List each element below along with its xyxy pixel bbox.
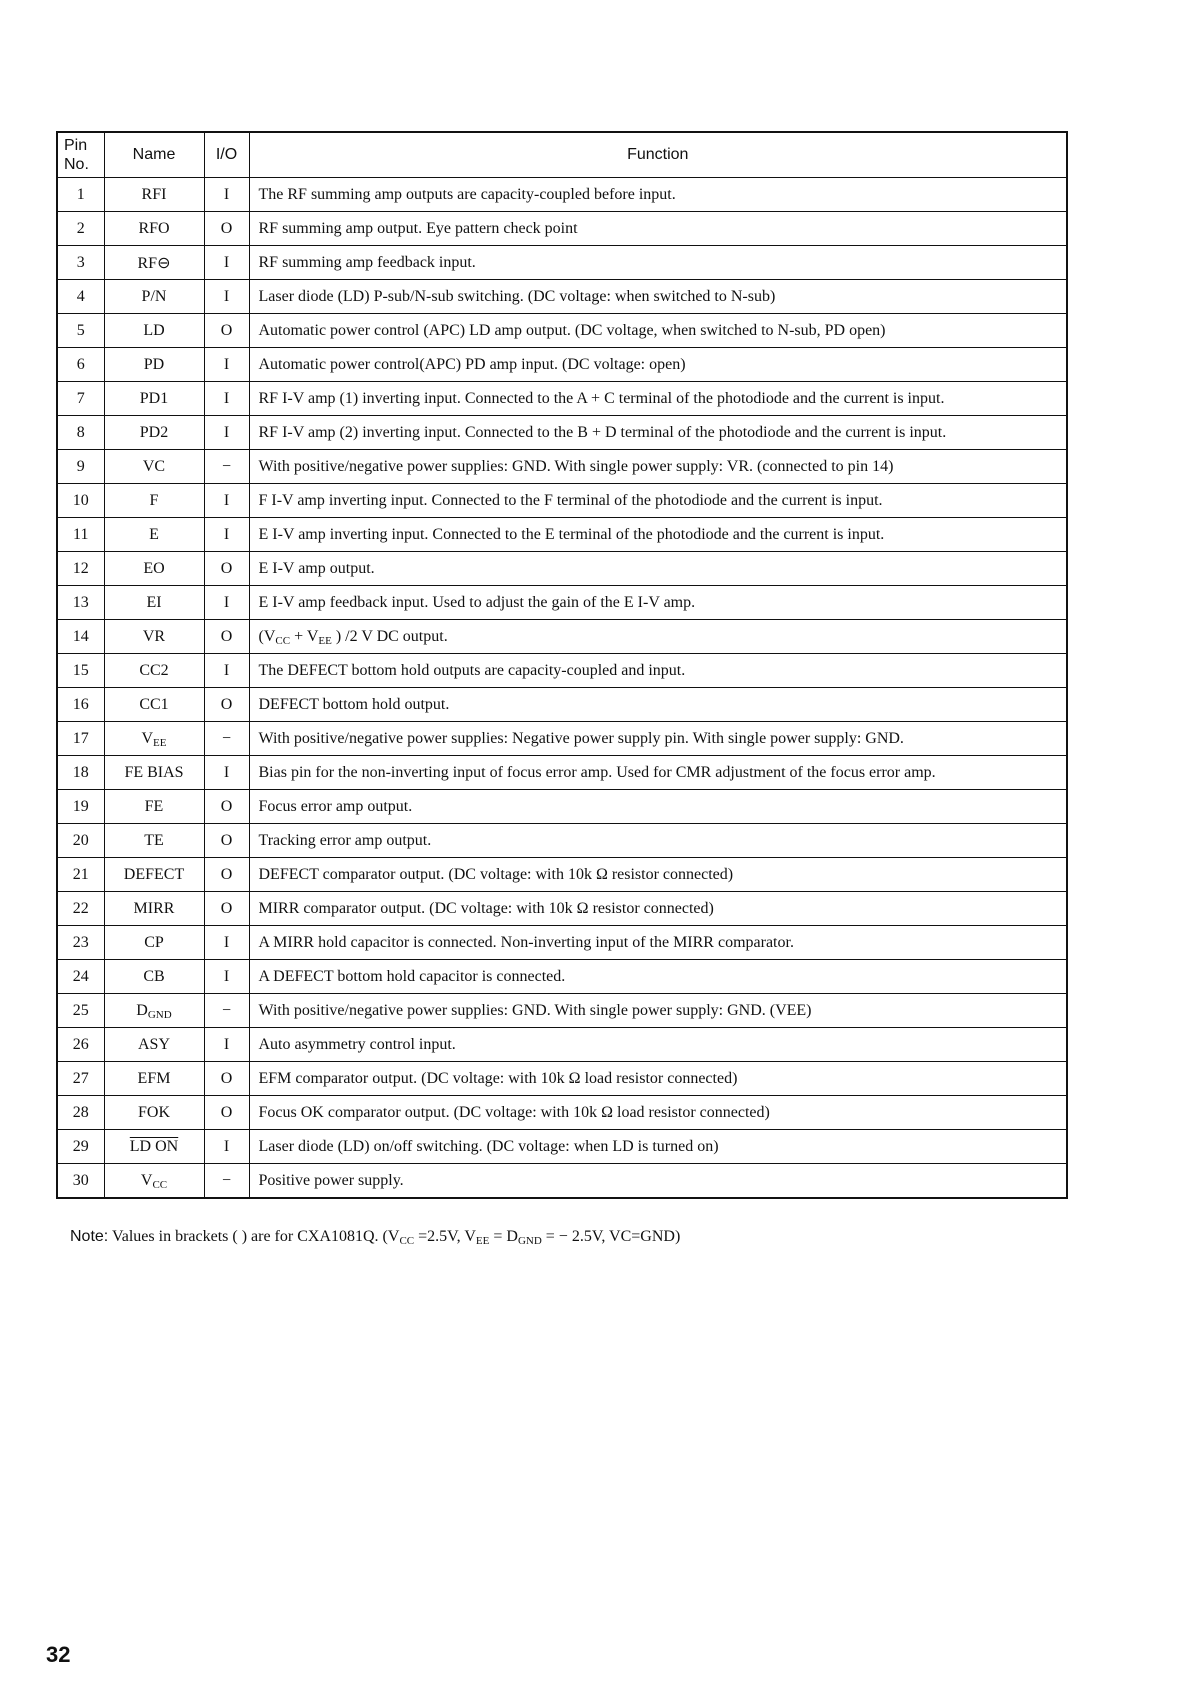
pin-function: DEFECT bottom hold output.: [249, 688, 1067, 722]
pin-io: I: [204, 756, 249, 790]
pin-function: Laser diode (LD) P-sub/N-sub switching. (DC voltage: when switched to N-sub): [249, 280, 1067, 314]
pin-function: With positive/negative power supplies: GND. With single power supply: VR. (connected to pin 14): [249, 450, 1067, 484]
pin-name: PD2: [104, 416, 204, 450]
pin-number: 6: [57, 348, 104, 382]
pin-number: 15: [57, 654, 104, 688]
pin-function: Positive power supply.: [249, 1164, 1067, 1199]
pin-name: CC1: [104, 688, 204, 722]
table-body: [57, 178, 1067, 1199]
table-row: [57, 654, 1067, 688]
pin-name: LD ON: [104, 1130, 204, 1164]
pin-function: Focus OK comparator output. (DC voltage: with 10k Ω load resistor connected): [249, 1096, 1067, 1130]
pin-number: 18: [57, 756, 104, 790]
pin-number: 20: [57, 824, 104, 858]
pin-number: 1: [57, 178, 104, 212]
pin-io: I: [204, 178, 249, 212]
pin-number: 12: [57, 552, 104, 586]
pin-function: With positive/negative power supplies: GND. With single power supply: GND. (VEE): [249, 994, 1067, 1028]
pin-number: 17: [57, 722, 104, 756]
table-row: [57, 314, 1067, 348]
pin-function: The RF summing amp outputs are capacity-coupled before input.: [249, 178, 1067, 212]
table-row: [57, 586, 1067, 620]
table-row: [57, 756, 1067, 790]
table-row: [57, 246, 1067, 280]
pin-number: 9: [57, 450, 104, 484]
pin-name: FE: [104, 790, 204, 824]
pin-function-table: [56, 131, 1068, 1199]
pin-function: Auto asymmetry control input.: [249, 1028, 1067, 1062]
pin-io: O: [204, 552, 249, 586]
pin-io: I: [204, 382, 249, 416]
pin-io: I: [204, 1130, 249, 1164]
pin-name: PD: [104, 348, 204, 382]
pin-number: 19: [57, 790, 104, 824]
table-row: [57, 1028, 1067, 1062]
table-row: [57, 552, 1067, 586]
table-row: [57, 1164, 1067, 1199]
pin-io: −: [204, 1164, 249, 1199]
table-row: [57, 994, 1067, 1028]
pin-number: 26: [57, 1028, 104, 1062]
pin-io: I: [204, 348, 249, 382]
table-row: [57, 382, 1067, 416]
pin-io: −: [204, 994, 249, 1028]
pin-io: O: [204, 1062, 249, 1096]
pin-name: FOK: [104, 1096, 204, 1130]
pin-io: O: [204, 1096, 249, 1130]
pin-name: VC: [104, 450, 204, 484]
pin-io: −: [204, 450, 249, 484]
pin-number: 29: [57, 1130, 104, 1164]
pin-name: CC2: [104, 654, 204, 688]
pin-name: $D_{GND}$: [104, 994, 204, 1028]
pin-function: DEFECT comparator output. (DC voltage: with 10k Ω resistor connected): [249, 858, 1067, 892]
table-row: [57, 858, 1067, 892]
pin-function: EFM comparator output. (DC voltage: with 10k Ω load resistor connected): [249, 1062, 1067, 1096]
header-name: Name: [104, 132, 204, 178]
table-row: [57, 1062, 1067, 1096]
pin-io: I: [204, 416, 249, 450]
pin-number: 25: [57, 994, 104, 1028]
pin-number: 21: [57, 858, 104, 892]
pin-name: RFI: [104, 178, 204, 212]
pin-number: 30: [57, 1164, 104, 1199]
pin-io: O: [204, 858, 249, 892]
pin-function: A MIRR hold capacitor is connected. Non-inverting input of the MIRR comparator.: [249, 926, 1067, 960]
pin-number: 2: [57, 212, 104, 246]
pin-name: F: [104, 484, 204, 518]
pin-name: $V_{CC}$: [104, 1164, 204, 1199]
pin-number: 22: [57, 892, 104, 926]
table-row: [57, 1130, 1067, 1164]
pin-function: Laser diode (LD) on/off switching. (DC voltage: when LD is turned on): [249, 1130, 1067, 1164]
pin-number: 28: [57, 1096, 104, 1130]
page-number: 32: [46, 1642, 71, 1667]
pin-name: CB: [104, 960, 204, 994]
pin-name: MIRR: [104, 892, 204, 926]
pin-name: RF⊖: [104, 246, 204, 280]
pin-io: O: [204, 824, 249, 858]
pin-name: LD: [104, 314, 204, 348]
pin-name: P/N: [104, 280, 204, 314]
table-row: [57, 416, 1067, 450]
pin-number: 14: [57, 620, 104, 654]
pin-name: E: [104, 518, 204, 552]
pin-function: E I-V amp output.: [249, 552, 1067, 586]
pin-number: 23: [57, 926, 104, 960]
pin-number: 11: [57, 518, 104, 552]
pin-io: I: [204, 484, 249, 518]
pin-function: A DEFECT bottom hold capacitor is connected.: [249, 960, 1067, 994]
pin-name: ASY: [104, 1028, 204, 1062]
pin-function: RF I-V amp (1) inverting input. Connected to the A + C terminal of the photodiode and the current is input.: [249, 382, 1067, 416]
pin-number: 27: [57, 1062, 104, 1096]
pin-number: 5: [57, 314, 104, 348]
pin-io: I: [204, 280, 249, 314]
table-row: [57, 1096, 1067, 1130]
pin-function: Tracking error amp output.: [249, 824, 1067, 858]
table-row: [57, 212, 1067, 246]
pin-number: 8: [57, 416, 104, 450]
pin-number: 16: [57, 688, 104, 722]
pin-io: O: [204, 688, 249, 722]
header-pin-no: Pin No.: [57, 132, 104, 178]
header-function: Function: [249, 132, 1067, 178]
table-row: [57, 348, 1067, 382]
pin-name: EO: [104, 552, 204, 586]
pin-function: F I-V amp inverting input. Connected to the F terminal of the photodiode and the current is input.: [249, 484, 1067, 518]
table-row: [57, 280, 1067, 314]
table-row: [57, 926, 1067, 960]
pin-number: 24: [57, 960, 104, 994]
pin-number: 10: [57, 484, 104, 518]
table-row: [57, 620, 1067, 654]
table-header-row: [57, 132, 1067, 178]
pin-function: MIRR comparator output. (DC voltage: with 10k Ω resistor connected): [249, 892, 1067, 926]
pin-name: PD1: [104, 382, 204, 416]
table-row: [57, 892, 1067, 926]
pin-io: O: [204, 314, 249, 348]
pin-name: DEFECT: [104, 858, 204, 892]
pin-io: O: [204, 212, 249, 246]
pin-number: 3: [57, 246, 104, 280]
pin-io: I: [204, 1028, 249, 1062]
pin-name: $V_{EE}$: [104, 722, 204, 756]
table-note: Note: Values in brackets ( ) are for CXA1081Q. ($V_{CC} =2.5V$, $V_{EE} = D_{GND}$ = − 2.5V, VC=GND): [70, 1228, 681, 1247]
table-row: [57, 824, 1067, 858]
table-row: [57, 484, 1067, 518]
pin-function: Focus error amp output.: [249, 790, 1067, 824]
pin-io: I: [204, 246, 249, 280]
pin-function: Automatic power control (APC) LD amp output. (DC voltage, when switched to N-sub, PD open): [249, 314, 1067, 348]
pin-function: Bias pin for the non-inverting input of focus error amp. Used for CMR adjustment of the focus error amp.: [249, 756, 1067, 790]
pin-function: RF summing amp output. Eye pattern check point: [249, 212, 1067, 246]
pin-function: ($V_{CC} + V_{EE}$ ) /2 V DC output.: [249, 620, 1067, 654]
pin-name: VR: [104, 620, 204, 654]
pin-function: E I-V amp feedback input. Used to adjust the gain of the E I-V amp.: [249, 586, 1067, 620]
pin-function: RF I-V amp (2) inverting input. Connected to the B + D terminal of the photodiode and the current is input.: [249, 416, 1067, 450]
table-row: [57, 790, 1067, 824]
pin-io: I: [204, 586, 249, 620]
pin-name: CP: [104, 926, 204, 960]
table-row: [57, 722, 1067, 756]
pin-name: FE BIAS: [104, 756, 204, 790]
pin-name: RFO: [104, 212, 204, 246]
pin-function: Automatic power control(APC) PD amp input. (DC voltage: open): [249, 348, 1067, 382]
table-row: [57, 688, 1067, 722]
table-row: [57, 518, 1067, 552]
header-io: I/O: [204, 132, 249, 178]
pin-io: I: [204, 654, 249, 688]
pin-number: 13: [57, 586, 104, 620]
pin-function: RF summing amp feedback input.: [249, 246, 1067, 280]
pin-io: I: [204, 518, 249, 552]
pin-io: O: [204, 790, 249, 824]
pin-io: O: [204, 892, 249, 926]
pin-io: −: [204, 722, 249, 756]
table-row: [57, 450, 1067, 484]
pin-function: The DEFECT bottom hold outputs are capacity-coupled and input.: [249, 654, 1067, 688]
pin-io: I: [204, 960, 249, 994]
pin-function: E I-V amp inverting input. Connected to the E terminal of the photodiode and the current is input.: [249, 518, 1067, 552]
pin-name: EI: [104, 586, 204, 620]
pin-io: O: [204, 620, 249, 654]
table-row: [57, 178, 1067, 212]
pin-name: EFM: [104, 1062, 204, 1096]
pin-name: TE: [104, 824, 204, 858]
pin-function: With positive/negative power supplies: Negative power supply pin. With single power supply: GND.: [249, 722, 1067, 756]
pin-number: 4: [57, 280, 104, 314]
pin-io: I: [204, 926, 249, 960]
table-row: [57, 960, 1067, 994]
pin-number: 7: [57, 382, 104, 416]
